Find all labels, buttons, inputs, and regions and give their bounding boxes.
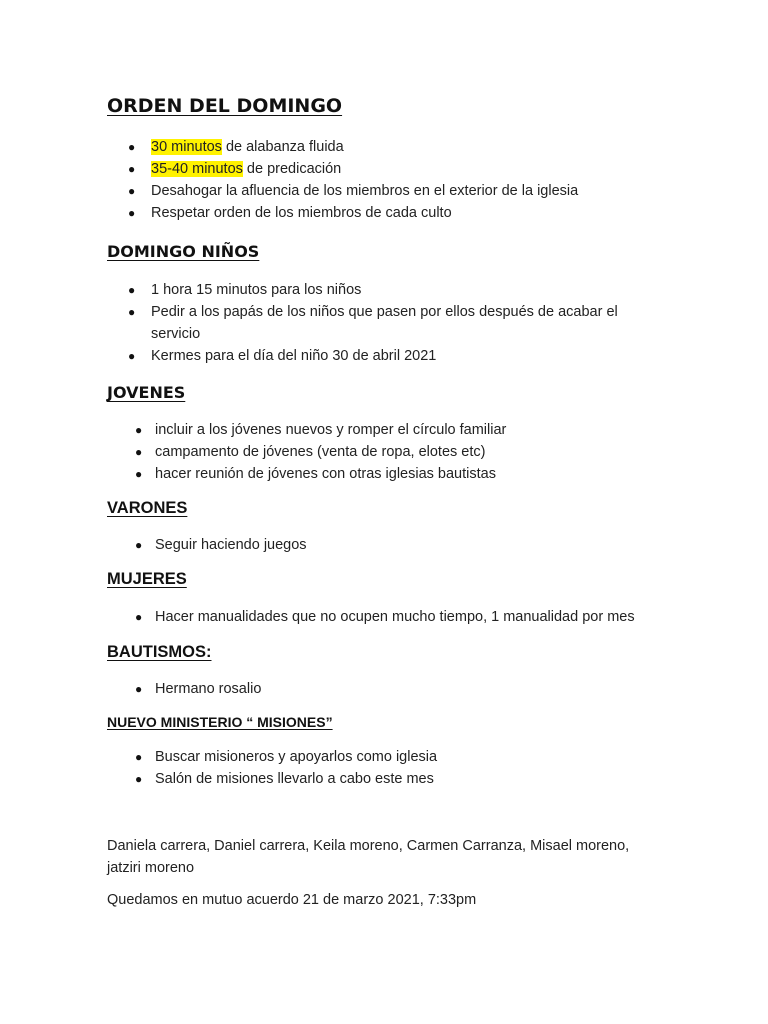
attendees-paragraph: Daniela carrera, Daniel carrera, Keila moreno, Carmen Carranza, Misael moreno, jatziri moreno: [107, 838, 630, 876]
item-text: incluir a los jóvenes nuevos y romper el círculo familiar: [155, 422, 507, 438]
bullet-icon: ●: [128, 140, 136, 154]
bullet-icon: ●: [135, 445, 143, 459]
item-text: Hacer manualidades que no ocupen mucho tiempo, 1 manualidad por mes: [155, 609, 635, 625]
bullet-icon: ●: [135, 750, 143, 764]
jovenes-list: [135, 419, 507, 485]
ninos-list: [128, 279, 651, 367]
list-item: [128, 180, 579, 202]
section-heading-bautismos: BAUTISMOS:: [107, 643, 212, 661]
varones-list: [135, 534, 307, 556]
section-heading-varones: VARONES: [107, 499, 188, 517]
item-text: Buscar misioneros y apoyarlos como iglesia: [155, 749, 438, 765]
list-item: [128, 136, 578, 158]
item-text: Hermano rosalio: [155, 681, 262, 697]
item-text: de predicación: [242, 161, 342, 177]
bullet-icon: ●: [128, 305, 136, 319]
bullet-icon: ●: [128, 283, 136, 297]
highlighted-text: 35-40 minutos: [151, 161, 243, 177]
misiones-list: [135, 746, 438, 790]
bullet-icon: ●: [135, 610, 143, 624]
item-text: Respetar orden de los miembros de cada culto: [151, 205, 452, 221]
bullet-icon: ●: [128, 184, 136, 198]
bullet-icon: ●: [128, 162, 136, 176]
mujeres-list: [135, 606, 635, 628]
list-item: [135, 419, 507, 441]
bullet-icon: ●: [128, 349, 136, 363]
list-item: [135, 534, 307, 556]
item-text: 1 hora 15 minutos para los niños: [151, 282, 362, 298]
bullet-icon: ●: [135, 423, 143, 437]
bullet-icon: ●: [128, 206, 136, 220]
item-text: Desahogar la afluencia de los miembros en el exterior de la iglesia: [151, 183, 579, 199]
bullet-icon: ●: [135, 682, 143, 696]
item-text: campamento de jóvenes (venta de ropa, elotes etc): [155, 444, 486, 460]
list-item: [135, 768, 437, 790]
list-item: [128, 345, 651, 367]
bullet-icon: ●: [135, 538, 143, 552]
item-text: Seguir haciendo juegos: [155, 537, 307, 553]
highlighted-text: 30 minutos: [151, 139, 222, 155]
agreement-paragraph: Quedamos en mutuo acuerdo 21 de marzo 2021, 7:33pm: [107, 892, 477, 908]
section-heading-misiones: NUEVO MINISTERIO “ MISIONES”: [107, 714, 333, 730]
item-text: Pedir a los papás de los niños que pasen por ellos después de acabar el servicio: [151, 304, 618, 342]
item-text: hacer reunión de jóvenes con otras iglesias bautistas: [155, 466, 496, 482]
list-item: [128, 279, 651, 301]
item-text: Salón de misiones llevarlo a cabo este mes: [155, 771, 434, 787]
list-item: [128, 301, 651, 345]
bullet-icon: ●: [135, 772, 143, 786]
list-item: [128, 158, 578, 180]
section-heading-jovenes: JOVENES: [107, 383, 186, 402]
bullet-icon: ●: [135, 467, 143, 481]
list-item: [128, 202, 578, 224]
section-heading-orden: ORDEN DEL DOMINGO: [107, 95, 343, 117]
section-heading-ninos: DOMINGO NIÑOS: [107, 242, 260, 261]
item-text: Kermes para el día del niño 30 de abril 2021: [151, 348, 437, 364]
bautismos-list: [135, 678, 262, 700]
list-item: [135, 606, 635, 628]
section-heading-mujeres: MUJERES: [107, 570, 187, 588]
list-item: [135, 678, 262, 700]
orden-list: [128, 136, 579, 224]
item-text: de alabanza fluida: [221, 139, 344, 155]
list-item: [135, 463, 506, 485]
list-item: [135, 441, 506, 463]
list-item: [135, 746, 438, 768]
